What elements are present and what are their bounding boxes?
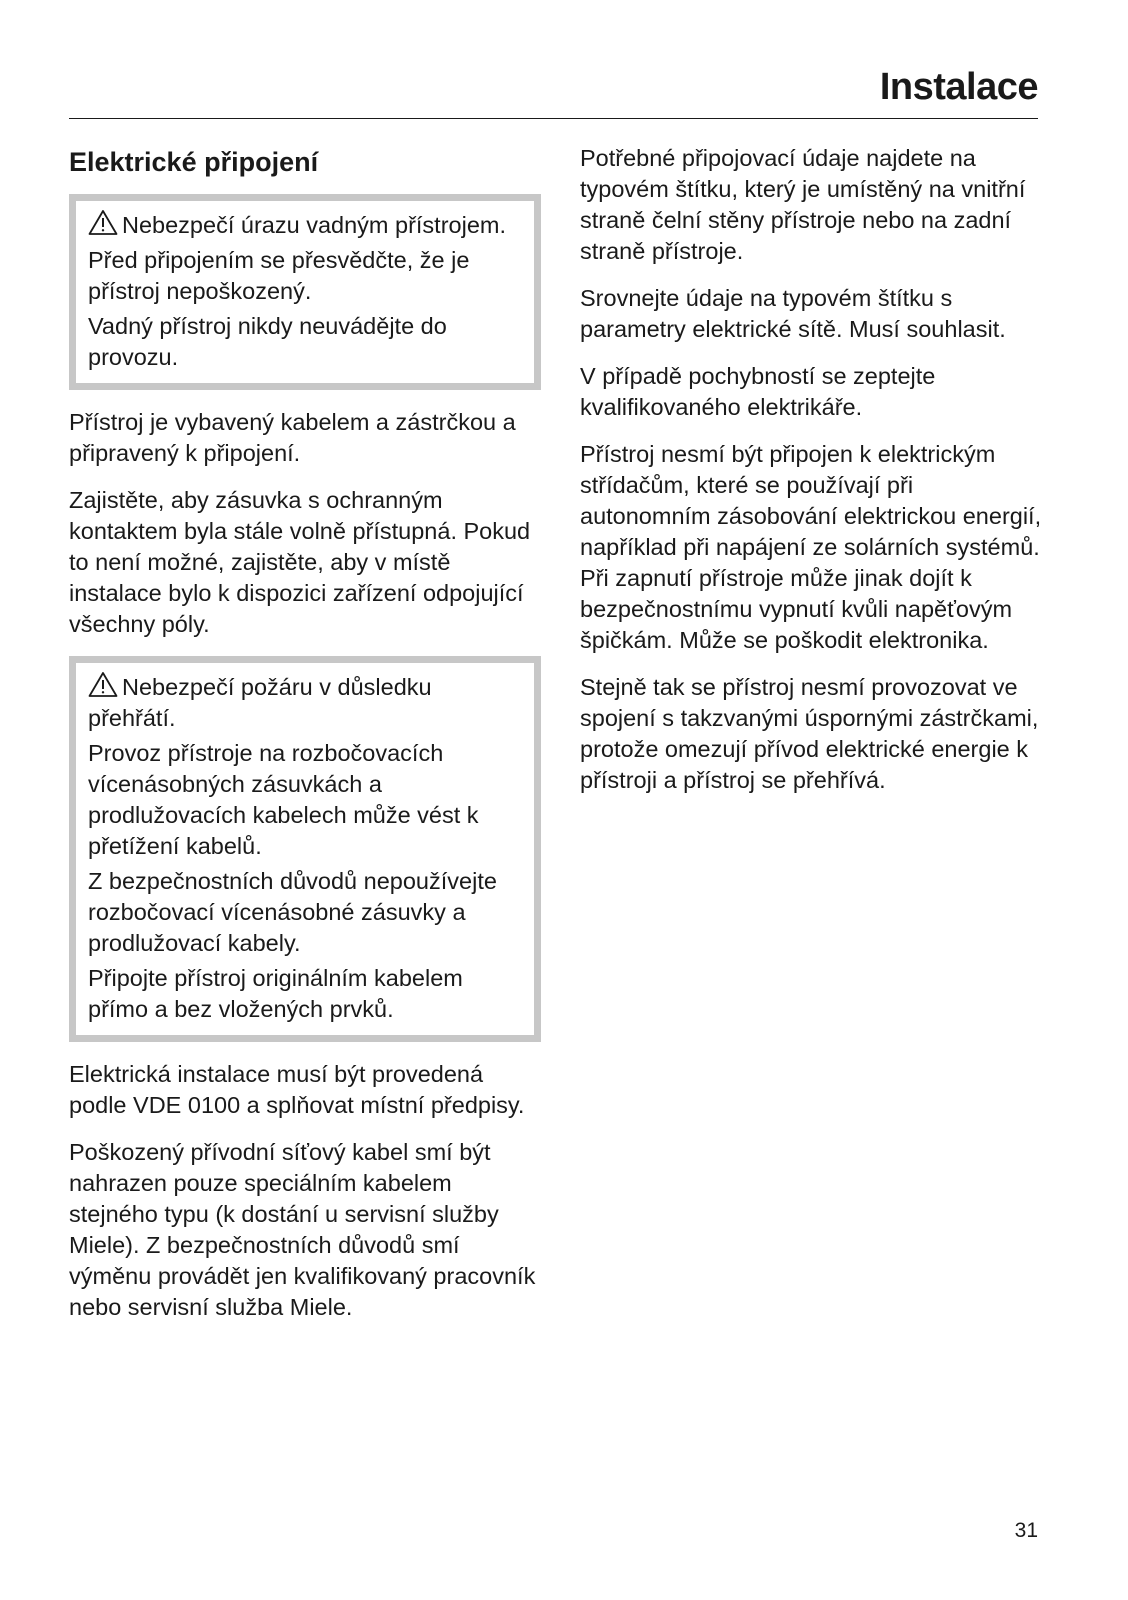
paragraph: Přístroj nesmí být připojen k elektrickým střídačům, které se používají při autonomním zásobování elektrickou energií, například při napájení ze solárních systémů. Při zapnutí přístroje může jinak dojít k bezpečnostnímu vypnutí kvůli napěťovým špičkám. Může se poškodit elektronika.	[580, 441, 1042, 653]
warning-box-injury	[69, 194, 541, 390]
paragraph: V případě pochybností se zeptejte kvalifikovaného elektrikáře.	[580, 363, 936, 420]
warning-title	[88, 209, 524, 241]
warning-line: Vadný přístroj nikdy neuvádějte do provozu.	[88, 313, 447, 370]
warning-line: Před připojením se přesvědčte, že je přístroj nepoškozený.	[88, 247, 470, 304]
warning-triangle-icon	[88, 209, 118, 236]
paragraph: Elektrická instalace musí být provedená podle VDE 0100 a splňovat místní předpisy.	[69, 1061, 525, 1118]
paragraph: Zajistěte, aby zásuvka s ochranným kontaktem byla stále volně přístupná. Pokud to není možné, zajistěte, aby v místě instalace bylo k dispozici zařízení odpojující všechny póly.	[69, 487, 531, 637]
warning-line: Připojte přístroj originálním kabelem přímo a bez vložených prvků.	[88, 965, 463, 1022]
paragraph: Poškozený přívodní síťový kabel smí být nahrazen pouze speciálním kabelem stejného typu (k dostání u servisní služby Miele). Z bezpečnostních důvodů smí výměnu provádět jen kvalifikovaný pracovník nebo servisní služba Miele.	[69, 1139, 536, 1320]
page-number: 31	[1014, 1519, 1038, 1542]
warning-title-text: Nebezpečí požáru v důsledku přehřátí.	[88, 674, 432, 731]
warning-title-text: Nebezpečí úrazu vadným přístrojem.	[122, 212, 506, 238]
warning-line: Z bezpečnostních důvodů nepoužívejte rozbočovací vícenásobné zásuvky a prodlužovací kabely.	[88, 868, 497, 956]
paragraph: Srovnejte údaje na typovém štítku s parametry elektrické sítě. Musí souhlasit.	[580, 285, 1006, 342]
header-divider	[69, 118, 1038, 119]
paragraph: Potřebné připojovací údaje najdete na typovém štítku, který je umístěný na vnitřní straně čelní stěny přístroje nebo na zadní straně přístroje.	[580, 145, 1026, 264]
warning-title	[88, 671, 524, 734]
paragraph: Stejně tak se přístroj nesmí provozovat ve spojení s takzvanými úspornými zástrčkami, protože omezují přívod elektrické energie k přístroji a přístroj se přehřívá.	[580, 674, 1039, 793]
left-column	[69, 143, 541, 1339]
warning-line: Provoz přístroje na rozbočovacích vícenásobných zásuvkách a prodlužovacích kabelech může vést k přetížení kabelů.	[88, 740, 479, 859]
section-heading: Elektrické připojení	[69, 147, 319, 177]
warning-box-fire	[69, 656, 541, 1042]
page-title: Instalace	[879, 66, 1038, 108]
right-column	[580, 143, 1050, 812]
warning-triangle-icon	[88, 671, 118, 698]
paragraph: Přístroj je vybavený kabelem a zástrčkou a připravený k připojení.	[69, 409, 516, 466]
